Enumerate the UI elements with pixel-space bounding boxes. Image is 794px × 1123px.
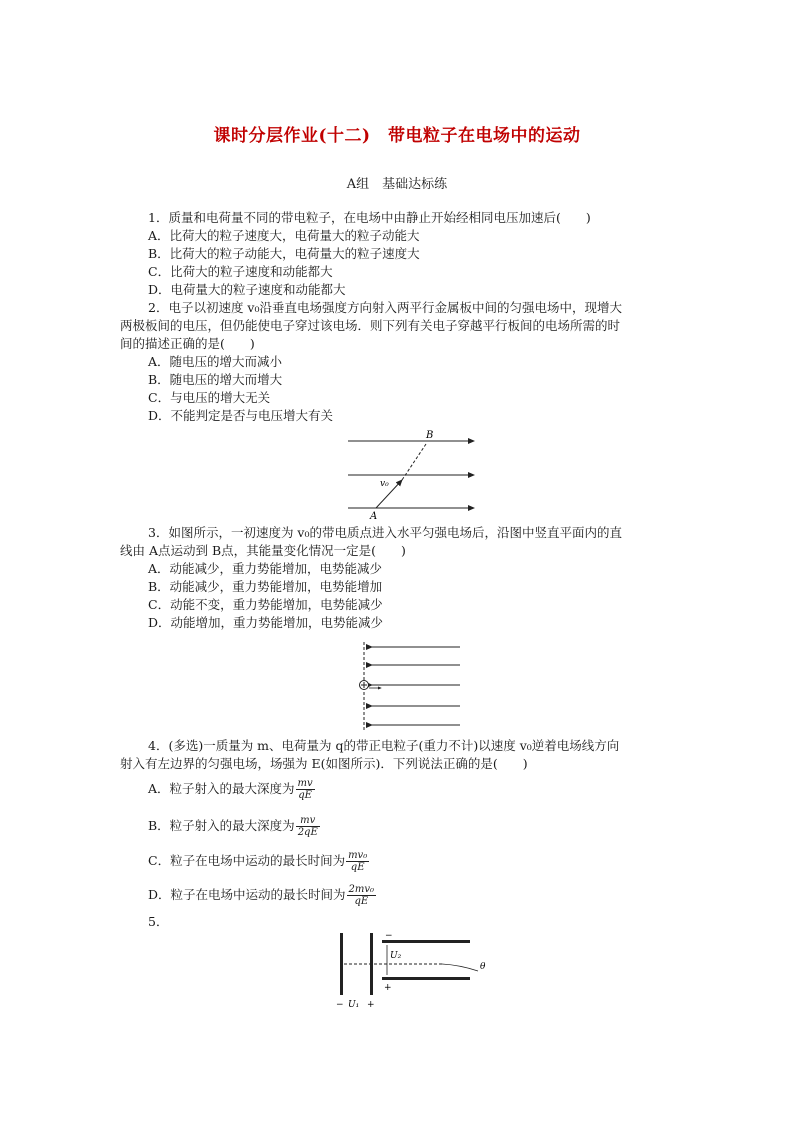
q4-option-a [148, 778, 315, 801]
deflected-trajectory [442, 964, 478, 971]
q5-figure [330, 928, 495, 1010]
q4-stem-line-1: 4．(多选)一质量为 m、电荷量为 q的带正电粒子(重力不计)以速度 v₀逆着电场线方向 [148, 738, 620, 753]
q4-option-a-fraction [296, 778, 315, 801]
q4-option-b-fraction [296, 815, 320, 838]
q3-figure [340, 428, 490, 520]
deflect-plus-label: + [384, 983, 392, 993]
q2-option-d: D．不能判定是否与电压增大有关 [148, 408, 334, 423]
q2-option-b: B．随电压的增大而增大 [148, 372, 283, 387]
q3-option-b: B．动能减少，重力势能增加，电势能增加 [148, 579, 383, 594]
q1-option-b: B．比荷大的粒子动能大，电荷量大的粒子速度大 [148, 246, 420, 261]
frac-denominator: qE [350, 862, 365, 873]
q4-option-a-text: A．粒子射入的最大深度为 [148, 781, 295, 796]
u2-label: U₂ [390, 951, 402, 961]
q2-stem-line-3: 间的描述正确的是( ) [120, 336, 255, 351]
v0-label: v₀ [380, 479, 389, 489]
theta-label: θ [480, 962, 486, 972]
q4-option-d-fraction [347, 884, 377, 907]
q4-figure [352, 640, 467, 732]
q3-stem-line-2: 线由 A点运动到 B点，其能量变化情况一定是( ) [120, 543, 406, 558]
q4-stem-line-2: 射入有左边界的匀强电场，场强为 E(如图所示)．下列说法正确的是( ) [120, 756, 528, 771]
frac-denominator: 2qE [297, 827, 318, 838]
q1-option-a: A．比荷大的粒子速度大，电荷量大的粒子动能大 [148, 228, 420, 243]
page-title: 课时分层作业(十二) 带电粒子在电场中的运动 [213, 126, 581, 146]
accel-plate-left [340, 933, 343, 995]
deflect-minus-label: − [385, 931, 393, 941]
q2-option-c: C．与电压的增大无关 [148, 390, 271, 405]
frac-numerator: mv [297, 778, 313, 789]
q4-option-c [148, 850, 369, 873]
section-heading: A组 基础达标练 [346, 177, 448, 192]
frac-numerator: 2mv₀ [348, 884, 375, 895]
q4-option-b [148, 815, 320, 838]
q2-stem-line-1: 2．电子以初速度 v₀沿垂直电场强度方向射入两平行金属板中间的匀强电场中，现增大 [148, 300, 623, 315]
q4-option-d [148, 884, 376, 907]
q4-option-d-text: D．粒子在电场中运动的最长时间为 [148, 887, 346, 902]
q4-option-c-fraction [346, 850, 369, 873]
point-b-label: B [426, 430, 434, 441]
q1-option-d: D．电荷量大的粒子速度和动能都大 [148, 282, 346, 297]
q2-option-a: A．随电压的增大而减小 [148, 354, 283, 369]
frac-denominator: qE [354, 896, 369, 907]
q3-option-a: A．动能减少，重力势能增加，电势能减少 [148, 561, 383, 576]
q3-stem-line-1: 3．如图所示，一初速度为 v₀的带电质点进入水平匀强电场后，沿图中竖直平面内的直 [148, 525, 623, 540]
frac-numerator: mv₀ [348, 850, 368, 861]
q1-stem: 1．质量和电荷量不同的带电粒子，在电场中由静止开始经相同电压加速后( ) [148, 210, 591, 225]
q4-option-c-text: C．粒子在电场中运动的最长时间为 [148, 853, 346, 868]
accel-plus-label: + [367, 1000, 375, 1010]
q4-option-b-text: B．粒子射入的最大深度为 [148, 818, 295, 833]
deflect-plate-bottom [382, 977, 470, 980]
frac-numerator: mv [296, 815, 320, 827]
q3-option-c: C．动能不变，重力势能增加，电势能减少 [148, 597, 383, 612]
u1-label: U₁ [348, 1000, 360, 1010]
frac-denominator: qE [298, 790, 312, 801]
point-a-label: A [370, 511, 378, 520]
q3-option-d: D．动能增加，重力势能增加，电势能减少 [148, 615, 384, 630]
q5-stem: 5． [148, 914, 169, 929]
q2-stem-line-2: 两极板间的电压，但仍能使电子穿过该电场．则下列有关电子穿越平行板间的电场所需的时 [120, 318, 621, 333]
deflect-plate-top [382, 940, 470, 943]
accel-minus-label: − [336, 1000, 344, 1010]
q1-option-c: C．比荷大的粒子速度和动能都大 [148, 264, 333, 279]
